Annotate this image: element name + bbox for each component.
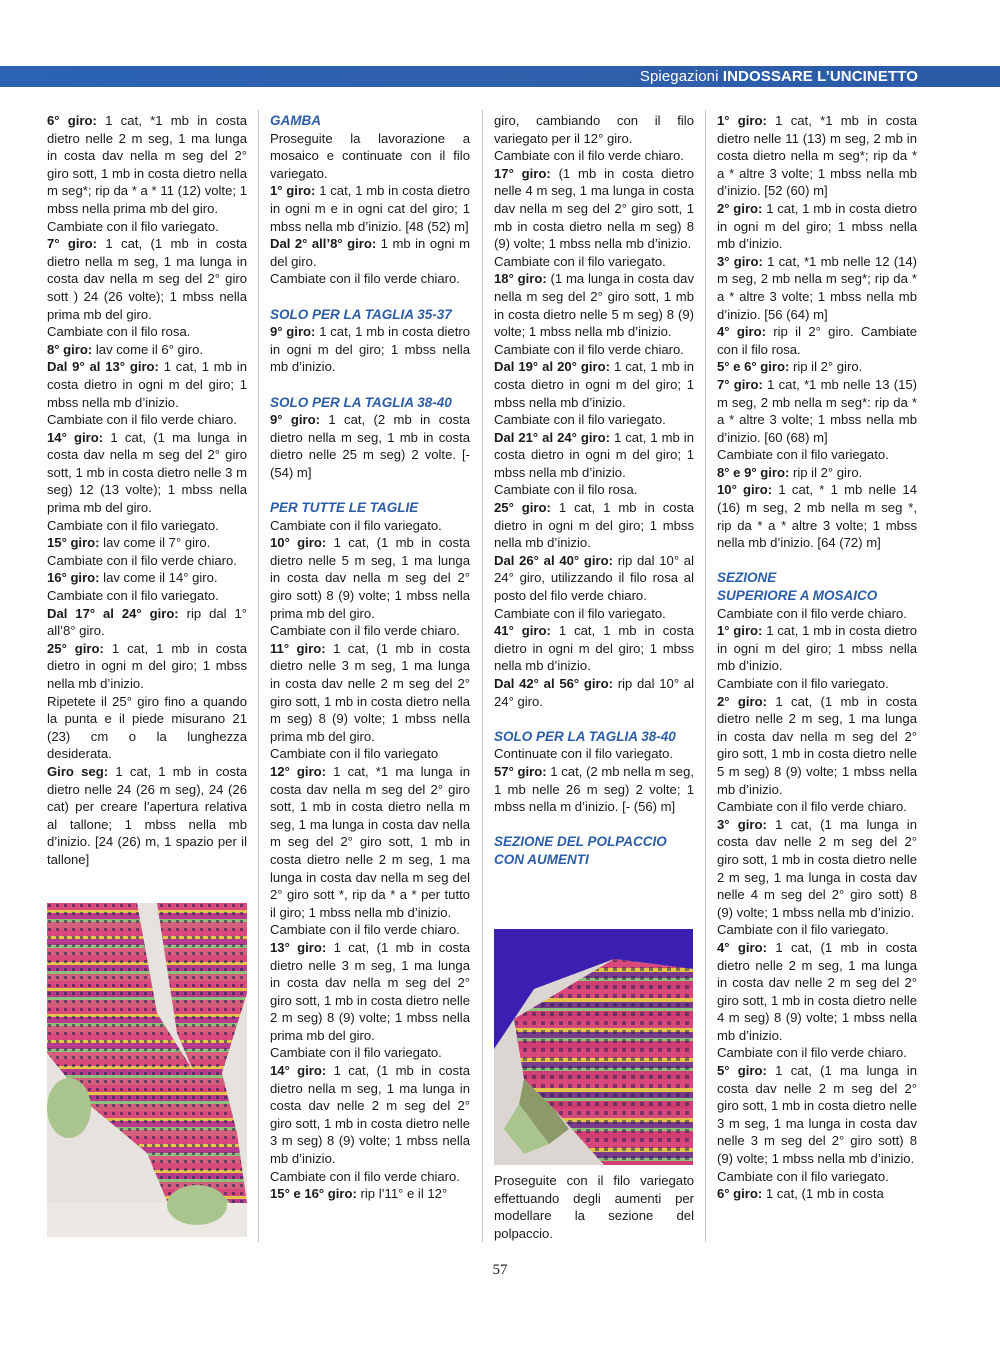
instruction: 1° giro: 1 cat, *1 mb in costa dietro nelle 11 (13) m seg, 2 mb in costa dietro nella m seg*; rip da * a * altre 3 volte; 1 mbss nella mb d’inizio. [52 (60) m] xyxy=(717,113,917,199)
instruction: 6° giro: 1 cat, *1 mb in costa dietro nelle 2 m seg, 1 ma lunga in costa dav nella m seg del 2° giro sott, 1 mb in costa dietro nella m seg*; rip da * a * 11 (12) volte; 1 mbss nella prima mb del giro. xyxy=(47,113,247,216)
instruction: 7° giro: 1 cat, *1 mb nelle 13 (15) m seg, 2 mb nella m seg*: rip da * a * altre 3 volte; 1 mbss nella mb d’inizio. [60 (68) m] xyxy=(717,376,918,445)
photo-caption: Proseguite con il filo variegato effettuando degli aumenti per modellare la sezione del polpaccio. xyxy=(494,1173,694,1241)
instruction: 9° giro: 1 cat, 1 mb in costa dietro in ogni m del giro; 1 mbss nella mb d’inizio. xyxy=(270,324,470,375)
instruction: 3° giro: 1 cat, (1 ma lunga in costa dav nelle 2 m seg del 2° giro sott, 1 mb in costa dietro nelle 2 m seg, 1 ma lunga in costa dav nelle 4 m seg del 2° giro sott) 8 (9) volte; 1 mbss nella mb d’inizio. xyxy=(717,816,917,920)
instruction: Giro seg: 1 cat, 1 mb in costa dietro nelle 24 (26 m seg), 24 (26 cat) per creare l’apertura relativa al tallone; 1 mbss nella mb d’inizio. [24 (26) m, 1 spazio per il tallone] xyxy=(47,763,247,867)
color-change: Cambiate con il filo verde chiaro. xyxy=(717,799,907,815)
instruction: 4° giro: 1 cat, (1 mb in costa dietro nelle 2 m seg, 1 ma lunga in costa dav nelle 2 m seg del 2° giro sott, 1 mb in costa dietro nelle 4 m seg) 8 (9) volte; 1 mbss nella mb d’inizio. xyxy=(717,939,917,1043)
color-change: Cambiate con il filo variegato. xyxy=(47,588,219,604)
instruction: 12° giro: 1 cat, *1 ma lunga in costa dav nella m seg del 2° giro sott, 1 mb in costa dietro nella m seg, 1 ma lunga in costa dav nella m seg del 2° giro sott, 1 mb in costa dietro nelle 2 m seg, 1 ma lunga in costa dav nella m seg del 2° giro sott *, rip da * a * per tutto il giro; 1 mbss nella mb d’inizio. xyxy=(270,763,471,920)
color-change: Cambiate con il filo variegato. xyxy=(494,253,666,269)
instruction: 25° giro: 1 cat, 1 mb in costa dietro in ogni m del giro; 1 mbss nella mb d’inizio. xyxy=(47,640,247,691)
section-heading: SOLO PER LA TAGLIA 35-37 xyxy=(270,306,452,322)
instruction: 4° giro: rip il 2° giro. Cambiate con il filo rosa. xyxy=(717,324,918,357)
color-change: Cambiate con il filo rosa. xyxy=(47,324,191,340)
instruction: 14° giro: 1 cat, (1 mb in costa dietro nella m seg, 1 ma lunga in costa dav nelle 2 m seg del 2° giro sott, 1 mb in costa dietro nelle 3 m seg) 8 (9) volte; 1 mbss nella mb d’inizio. xyxy=(270,1063,470,1167)
instruction: 9° giro: 1 cat, (2 mb in costa dietro nella m seg, 1 mb in costa dietro nelle 25 m seg) 2 volte. [-(54) m] xyxy=(270,412,470,480)
color-change: Cambiate con il filo variegato. xyxy=(494,412,666,428)
column-divider xyxy=(258,110,259,1242)
paragraph: Proseguite la lavorazione a mosaico e continuate con il filo variegato. xyxy=(270,130,470,181)
color-change: Cambiate con il filo variegato. xyxy=(47,218,219,234)
instruction: 13° giro: 1 cat, (1 mb in costa dietro nelle 3 m seg, 1 ma lunga in costa dav nella m seg del 2° giro sott, 1 mb in costa dietro nelle 2 m seg) 8 (9) volte; 1 mbss nella prima mb del giro. xyxy=(270,939,470,1043)
color-change: Cambiate con il filo variegato. xyxy=(717,447,889,463)
color-change: Cambiate con il filo variegato. xyxy=(270,517,442,533)
section-heading: SEZIONE xyxy=(717,570,777,586)
color-change: Cambiate con il filo variegato. xyxy=(494,605,666,621)
section-heading: GAMBA xyxy=(270,113,321,128)
instruction: 1° giro: 1 cat, 1 mb in costa dietro in ogni m e in ogni cat del giro; 1 mbss nella mb d’inizio. [48 (52) m] xyxy=(270,183,470,234)
calf-photo-image xyxy=(494,929,693,1165)
instruction: Dal 9° al 13° giro: 1 cat, 1 mb in costa dietro in ogni m del giro; 1 mbss nella mb d’inizio. xyxy=(47,359,247,410)
color-change: Cambiate con il filo rosa. xyxy=(494,482,638,498)
instruction: 6° giro: 1 cat, (1 mb in costa xyxy=(717,1186,884,1202)
socks-photo-image xyxy=(47,903,247,1237)
instruction: 10° giro: 1 cat, (1 mb in costa dietro nelle 5 m seg, 1 ma lunga in costa dav nella m seg del 2° giro sott) 8 (9) volte; 1 mbss nella prima mb del giro. xyxy=(270,535,470,621)
section-heading: SOLO PER LA TAGLIA 38-40 xyxy=(270,394,452,410)
column-1 xyxy=(47,112,247,869)
instruction: Dal 26° al 40° giro: rip dal 10° al 24° giro, utilizzando il filo rosa al posto del filo verde chiaro. xyxy=(494,552,694,604)
color-change: Cambiate con il filo verde chiaro. xyxy=(270,1168,460,1184)
instruction: 2° giro: 1 cat, (1 mb in costa dietro nelle 2 m seg, 1 ma lunga in costa dav nella m seg del 2° giro sott, 1 mb in costa dietro nelle 5 m seg) 8 (9) volte; 1 mbss nella mb d’inizio. xyxy=(717,693,917,797)
instruction: Dal 42° al 56° giro: rip dal 10° al 24° giro. xyxy=(494,676,694,709)
instruction: 1° giro: 1 cat, 1 mb in costa dietro in ogni m del giro; 1 mbss nella mb d’inizio. xyxy=(717,623,917,674)
column-divider xyxy=(705,110,706,1242)
color-change: Cambiate con il filo verde chiaro. xyxy=(717,605,907,621)
instruction: 7° giro: 1 cat, (1 mb in costa dietro nella m seg, 1 ma lunga in costa dav nella m seg del 2° giro sott ) 24 (26 volte); 1 mbss nella prima mb del giro. xyxy=(47,236,247,322)
instruction: Dal 19° al 20° giro: 1 cat, 1 mb in costa dietro in ogni m del giro; 1 mbss nella mb d’inizio. xyxy=(494,359,694,410)
color-change: Cambiate con il filo variegato xyxy=(270,746,439,762)
instruction: 15° e 16° giro: rip l’11° e il 12° xyxy=(270,1186,448,1202)
color-change: Cambiate con il filo verde chiaro. xyxy=(270,271,460,287)
color-change: Cambiate con il filo variegato. xyxy=(270,1045,442,1061)
section-heading: PER TUTTE LE TAGLIE xyxy=(270,500,419,516)
instruction: 25° giro: 1 cat, 1 mb in costa dietro in ogni m del giro; 1 mbss nella mb d’inizio. xyxy=(494,500,694,551)
photo-socks xyxy=(47,903,247,1237)
photo-caption-block xyxy=(494,1172,694,1242)
color-change: Cambiate con il filo verde chiaro. xyxy=(47,412,237,428)
color-change: Cambiate con il filo variegato. xyxy=(717,676,889,691)
instruction: 11° giro: 1 cat, (1 mb in costa dietro nelle 3 m seg, 1 ma lunga in costa dav nelle 2 m seg del 2° giro sott, 1 mb in costa dietro nella m seg) 8 (9) volte; 1 mbss nella prima mb del giro. xyxy=(270,640,470,744)
instruction: 14° giro: 1 cat, (1 ma lunga in costa dav nella m seg del 2° giro sott, 1 mb in costa dietro nelle 3 m seg) 12 (13 volte); 1 mbss nella prima mb del giro. xyxy=(47,429,248,516)
section-heading: SUPERIORE A MOSAICO xyxy=(717,588,878,604)
instruction: 17° giro: (1 mb in costa dietro nelle 4 m seg, 1 ma lunga in costa dav nella m seg del 2° giro sott, 1 mb in costa dietro nella m seg) 8 (9) volte; 1 mbss nella mb d’inizio. xyxy=(494,165,694,252)
color-change: Cambiate con il filo verde chiaro. xyxy=(717,1045,907,1061)
color-change: Cambiate con il filo verde chiaro. xyxy=(47,552,237,568)
instruction: 18° giro: (1 ma lunga in costa dav nella m seg del 2° giro sott, 1 mb in costa dietro nelle 5 m seg) 8 (9) volte; 1 mbss nella mb d’inizio. xyxy=(494,271,695,340)
paragraph: giro, cambiando con il filo variegato per il 12° giro. xyxy=(494,113,694,146)
instruction: 10° giro: 1 cat, * 1 mb nelle 14 (16) m seg, 2 mb nella m seg *, rip da * a * altre 3 volte; 1 mbss nella mb d’inizio. [64 (72) m] xyxy=(717,482,917,551)
color-change: Cambiate con il filo variegato. xyxy=(47,517,219,533)
color-change: Cambiate con il filo verde chiaro. xyxy=(494,148,684,164)
instruction: Dal 17° al 24° giro: rip dal 1° all’8° giro. xyxy=(47,605,247,639)
page-number: 57 xyxy=(492,1262,508,1278)
color-change: Cambiate con il filo verde chiaro. xyxy=(270,623,460,639)
section-heading: CON AUMENTI xyxy=(494,851,589,867)
instruction: 2° giro: 1 cat, 1 mb in costa dietro in ogni m del giro; 1 mbss nella mb d’inizio. xyxy=(717,200,917,252)
column-divider xyxy=(482,110,483,1242)
photo-calf xyxy=(494,929,693,1165)
color-change: Cambiate con il filo verde chiaro. xyxy=(270,922,460,938)
instruction: 57° giro: 1 cat, (2 mb nella m seg, 1 mb nelle 26 m seg) 2 volte; 1 mbss nella m d’inizio. [- (56) m] xyxy=(494,763,694,815)
header-section: Spiegazioni xyxy=(639,68,719,85)
instruction: 15° giro: lav come il 7° giro. xyxy=(47,535,211,551)
column-3 xyxy=(494,112,694,869)
instruction: 3° giro: 1 cat, *1 mb nelle 12 (14) m seg, 2 mb nella m seg*; rip da * a * altre 3 volte; 1 mbss nella mb d’inizio. [56 (64) m] xyxy=(717,253,918,322)
instruction: Dal 21° al 24° giro: 1 cat, 1 mb in costa dietro in ogni m del giro; 1 mbss nella mb d’inizio. xyxy=(494,429,694,480)
section-heading: SOLO PER LA TAGLIA 38-40 xyxy=(494,728,676,744)
instruction: 5° e 6° giro: rip il 2° giro. xyxy=(717,359,863,375)
instruction: 41° giro: 1 cat, 1 mb in costa dietro in ogni m del giro; 1 mbss nella mb d’inizio. xyxy=(494,623,694,674)
instruction: 5° giro: 1 cat, (1 ma lunga in costa dav nelle 2 m seg del 2° giro sott, 1 mb in costa dietro nelle 3 m seg, 1 ma lunga in costa dav nelle 3 m seg del 2° giro sott) 8 (9) volte; 1 mbss nella mb d’inizio. xyxy=(717,1063,917,1167)
instruction: 8° giro: lav come il 6° giro. xyxy=(47,341,204,357)
header-title: INDOSSARE L’UNCINETTO xyxy=(722,68,918,85)
color-change: Continuate con il filo variegato. xyxy=(494,746,674,762)
column-4 xyxy=(717,112,917,1203)
instruction: 8° e 9° giro: rip il 2° giro. xyxy=(717,464,863,480)
instruction: 16° giro: lav come il 14° giro. xyxy=(47,570,218,586)
color-change: Cambiate con il filo variegato. xyxy=(717,1168,889,1184)
instruction: Dal 2° all’8° giro: 1 mb in ogni m del giro. xyxy=(270,236,470,269)
header-bar xyxy=(0,66,1000,87)
color-change: Cambiate con il filo verde chiaro. xyxy=(494,341,684,357)
paragraph: Ripetete il 25° giro fino a quando la punta e il piede misurano 21 (23) cm o la lunghezza desiderata. xyxy=(47,693,247,762)
color-change: Cambiate con il filo variegato. xyxy=(717,922,889,938)
column-2 xyxy=(270,112,470,1203)
section-heading: SEZIONE DEL POLPACCIO xyxy=(494,834,667,850)
